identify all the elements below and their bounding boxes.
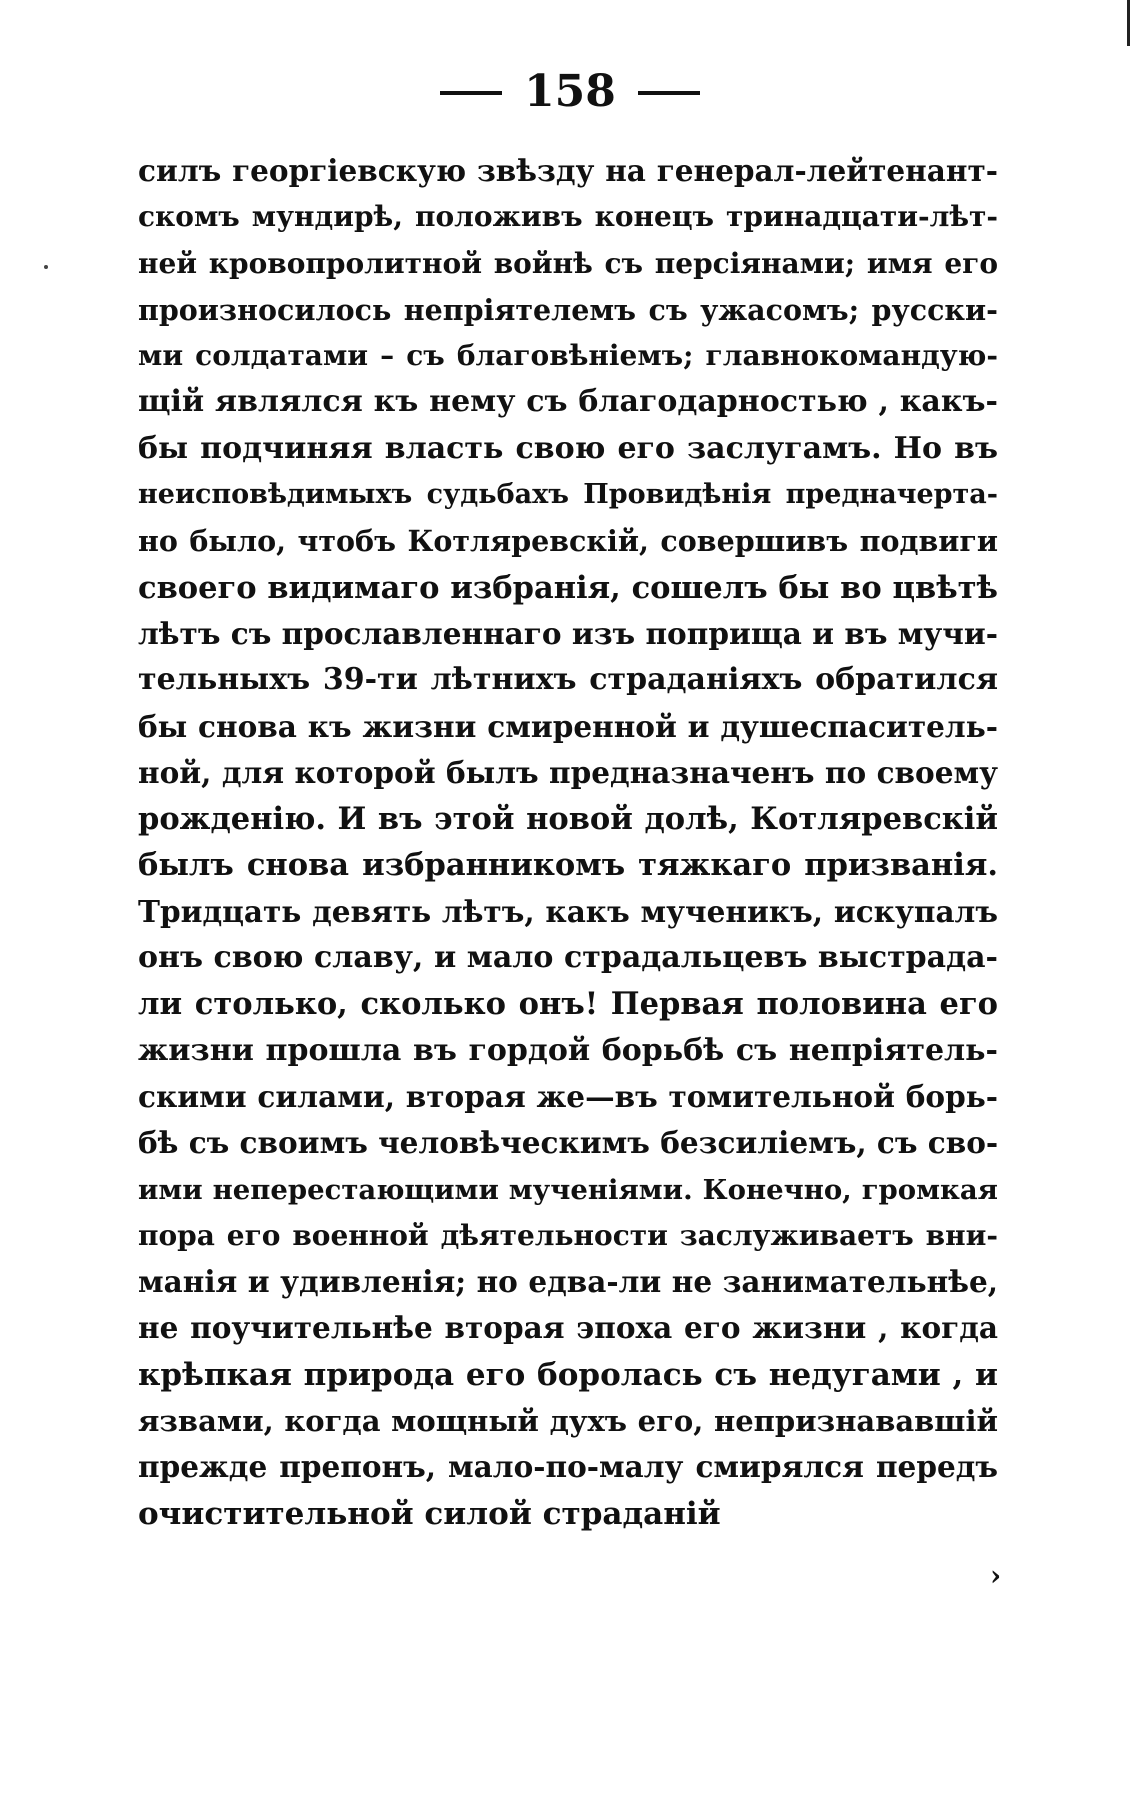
- text-line: произносилось непріятелемъ съ ужасомъ; русски-: [138, 292, 998, 327]
- text-line: бы снова къ жизни смиренной и душеспаситель-: [138, 708, 998, 744]
- text-line: неисповѣдимыхъ судьбахъ Провидѣнія предначерта-: [138, 479, 998, 511]
- page-number: 158: [524, 66, 616, 117]
- text-line: скими силами, вторая же—въ томительной борь-: [138, 1078, 998, 1114]
- text-line: крѣпкая природа его боролась съ недугами , и: [138, 1356, 998, 1393]
- scan-edge-mark: [1127, 0, 1130, 46]
- text-line: манія и удивленія; но едва-ли не занимательнѣе,: [138, 1264, 998, 1300]
- text-line: бѣ съ своимъ человѣческимъ безсиліемъ, съ сво-: [138, 1125, 998, 1161]
- page-body: [138, 148, 998, 1537]
- text-line: ной, для которой былъ предназначенъ по своему: [138, 754, 998, 790]
- text-line: своего видимаго избранія, сошелъ бы во цвѣтѣ: [138, 569, 998, 606]
- text-line: ли столько, сколько онъ! Первая половина его: [138, 986, 998, 1023]
- text-line: не поучительнѣе вторая эпоха его жизни , когда: [138, 1310, 998, 1346]
- text-line: жизни прошла въ гордой борьбѣ съ непріятель-: [138, 1032, 998, 1068]
- header-dash-right: [638, 91, 700, 95]
- text-line: язвами, когда мощный духъ его, непризнававшій: [138, 1404, 998, 1439]
- text-line: щій являлся къ нему съ благодарностью , какъ-: [138, 384, 998, 420]
- text-line: ими неперестающими мученіями. Конечно, громкая: [138, 1173, 998, 1206]
- text-line: онъ свою славу, и мало страдальцевъ выстрада-: [138, 940, 998, 976]
- text-line-final: очистительной силой страданій: [138, 1495, 721, 1532]
- text-line: Тридцать девять лѣтъ, какъ мученикъ, искупалъ: [138, 893, 998, 929]
- text-line: ней кровопролитной войнѣ съ персіянами; имя его: [138, 246, 998, 280]
- text-line: былъ снова избранникомъ тяжкаго призванія.: [138, 847, 998, 884]
- text-line: пора его военной дѣятельности заслуживаетъ вни-: [138, 1218, 998, 1252]
- page-header: [0, 62, 1140, 122]
- text-line: скомъ мундирѣ, положивъ конецъ тринадцати-лѣт-: [138, 200, 998, 234]
- text-line: рожденію. И въ этой новой долѣ, Котляревскій: [138, 801, 998, 838]
- header-dash-left: [440, 91, 502, 95]
- text-line: бы подчиняя власть свою его заслугамъ. Но въ: [138, 430, 998, 466]
- trailing-mark: ›: [990, 1559, 1002, 1592]
- text-line: тельныхъ 39-ти лѣтнихъ страданіяхъ обратился: [138, 662, 998, 698]
- text-line: лѣтъ съ прославленнаго изъ поприща и въ мучи-: [138, 615, 998, 651]
- text-line: прежде препонъ, мало-по-малу смирялся передъ: [138, 1449, 998, 1485]
- margin-speck: [44, 265, 48, 269]
- text-line: силъ георгіевскую звѣзду на генерал-лейтенант-: [138, 153, 998, 188]
- text-line: но было, чтобъ Котляревскій, совершивъ подвиги: [138, 524, 998, 559]
- text-line: ми солдатами – съ благовѣніемъ; главнокомандую-: [138, 339, 998, 373]
